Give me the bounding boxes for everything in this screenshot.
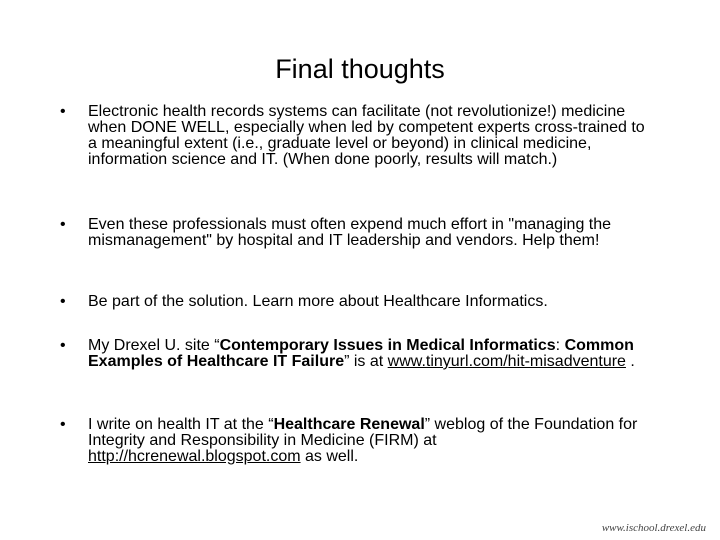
bullet-icon: • — [60, 416, 66, 433]
text-run: I write on health IT at the “ — [88, 416, 274, 433]
site-title-bold: Contemporary Issues in Medical Informatics — [219, 337, 556, 354]
site-subtitle-bold: Common Examples of Healthcare IT Failure — [88, 337, 634, 370]
bullet-icon: • — [60, 337, 66, 354]
bullet-text — [88, 417, 653, 465]
bullet-text: Be part of the solution. Learn more about Healthcare Informatics. — [88, 293, 548, 310]
tinyurl-link[interactable]: www.tinyurl.com/hit-misadventure — [387, 353, 626, 370]
text-run: ” weblog of the Foundation for Integrity and Responsibility in Medicine (FIRM) at — [88, 416, 638, 449]
text-run: . — [625, 353, 635, 370]
blog-link[interactable]: http://hcrenewal.blogspot.com — [88, 448, 301, 465]
blog-name-bold: Healthcare Renewal — [273, 416, 425, 433]
bullet-icon: • — [60, 293, 66, 310]
text-run: ” is at — [344, 353, 388, 370]
text-run: as well. — [300, 448, 359, 465]
bullet-text — [88, 338, 653, 370]
bullet-icon: • — [60, 103, 66, 120]
bullet-icon: • — [60, 216, 66, 233]
text-run: : — [555, 337, 565, 354]
bullet-text: Even these professionals must often expend much effort in "managing the mismanagement" by hospital and IT leadership and vendors. Help them! — [88, 216, 612, 249]
text-run: My Drexel U. site “ — [88, 337, 220, 354]
slide-title: Final thoughts — [275, 54, 445, 84]
footer-url: www.ischool.drexel.edu — [601, 522, 706, 534]
bullet-text: Electronic health records systems can facilitate (not revolutionize!) medicine when DONE WELL, especially when led by competent experts cross-trained to a meaningful extent (i.e., graduate level or beyond) in clinical medicine, information science and IT. (When done poorly, results will match.) — [88, 103, 645, 168]
